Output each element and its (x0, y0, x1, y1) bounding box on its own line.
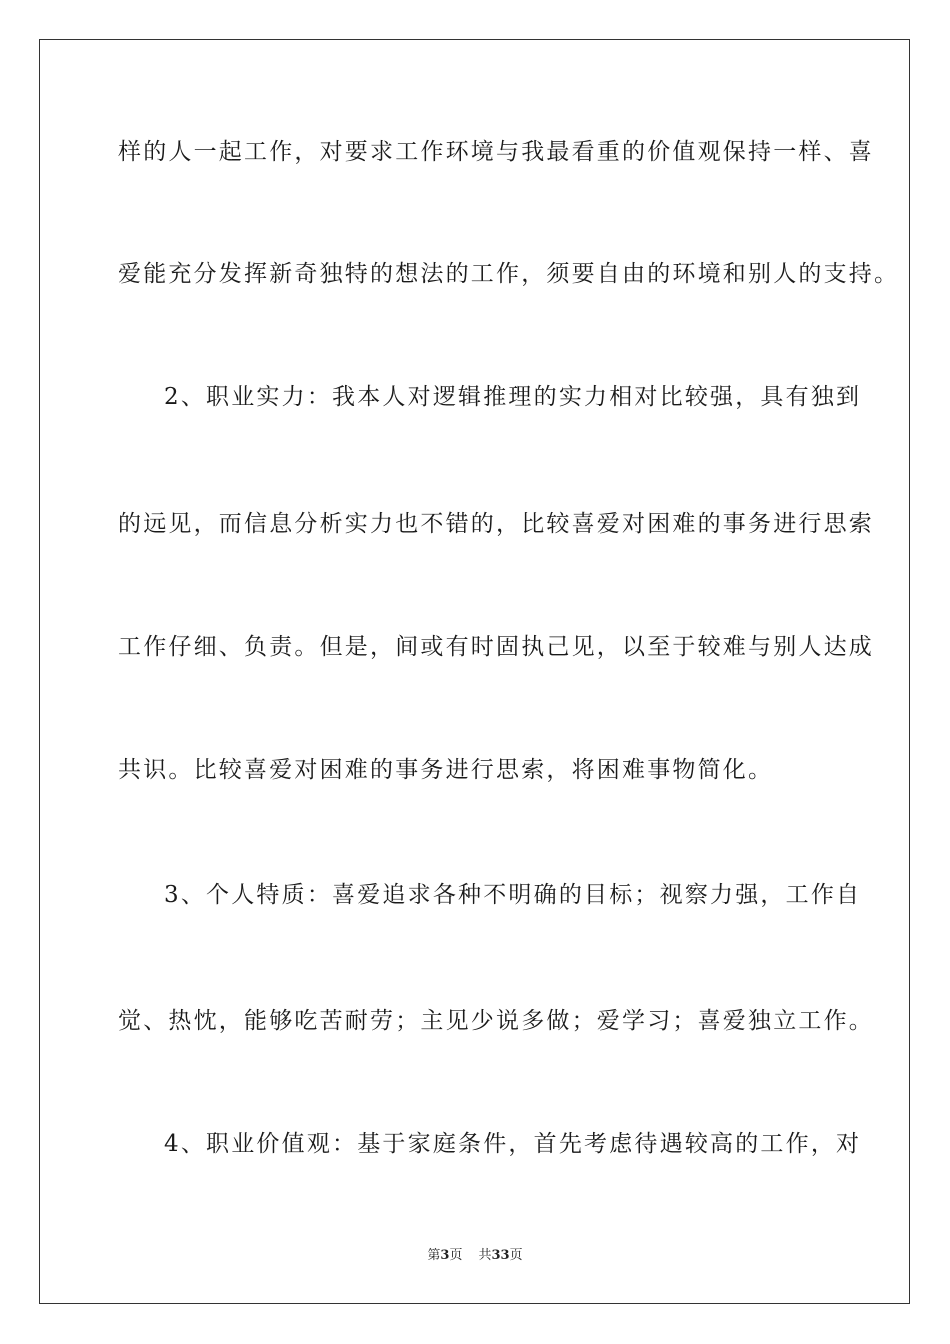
paragraph-3-line-2: 觉、热忱，能够吃苦耐劳；主见少说多做；爱学习；喜爱独立工作。 (118, 1008, 874, 1034)
page-suffix: 页 (449, 1248, 463, 1263)
page-footer (0, 1247, 950, 1265)
paragraph-2-line-1: 2、职业实力：我本人对逻辑推理的实力相对比较强，具有独到 (164, 384, 862, 410)
page-border (39, 39, 910, 1304)
paragraph-2-line-4: 共识。比较喜爱对困难的事务进行思索，将困难事物简化。 (118, 757, 774, 783)
paragraph-4-line-1: 4、职业价值观：基于家庭条件，首先考虑待遇较高的工作，对 (164, 1131, 862, 1157)
paragraph-3-line-1: 3、个人特质：喜爱追求各种不明确的目标；视察力强，工作自 (164, 882, 862, 908)
total-prefix: 共 (478, 1248, 492, 1263)
paragraph-2-line-3: 工作仔细、负责。但是，间或有时固执己见，以至于较难与别人达成 (118, 634, 874, 660)
page-prefix: 第 (427, 1248, 441, 1263)
body-line-2: 爱能充分发挥新奇独特的想法的工作，须要自由的环境和别人的支持。 (118, 261, 900, 287)
total-pages: 33 (491, 1248, 510, 1263)
body-line-1: 样的人一起工作，对要求工作环境与我最看重的价值观保持一样、喜 (118, 139, 874, 165)
total-suffix: 页 (509, 1248, 523, 1263)
paragraph-2-line-2: 的远见，而信息分析实力也不错的，比较喜爱对困难的事务进行思索 (118, 511, 874, 537)
page-number: 3 (440, 1248, 450, 1263)
